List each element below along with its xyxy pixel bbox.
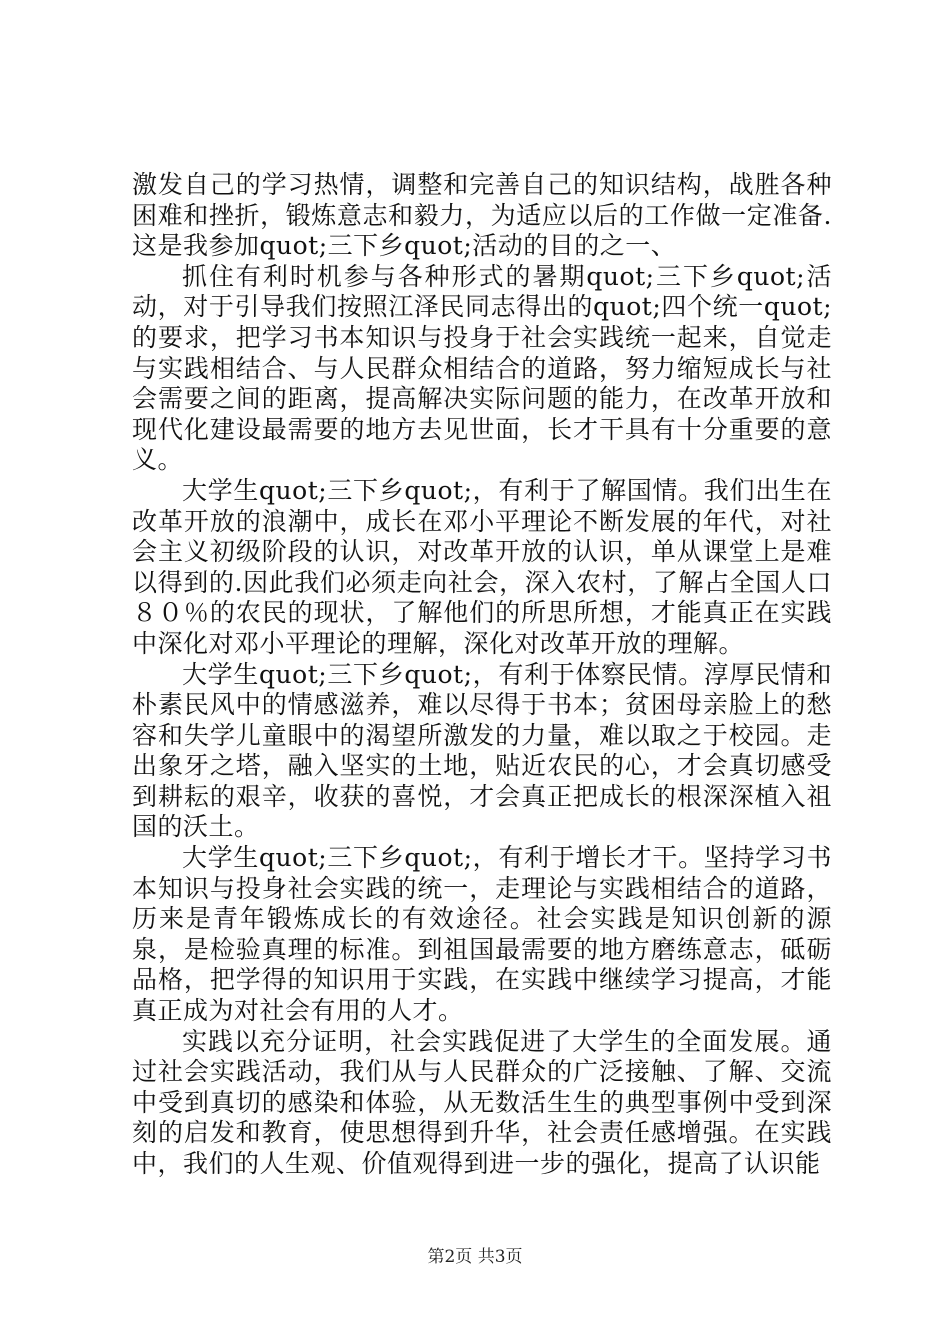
paragraph-5: 大学生quot;三下乡quot;，有利于增长才干。坚持学习书本知识与投身社会实践的统一，走理论与实践相结合的道路，历来是青年锻炼成长的有效途径。社会实践是知识创新的源泉，是检验真理的标准。到祖国最需要的地方磨练意志，砥砺品格，把学得的知识用于实践，在实践中继续学习提高，才能真正成为对社会有用的人才。: [132, 843, 832, 1026]
paragraph-4: 大学生quot;三下乡quot;，有利于体察民情。淳厚民情和朴素民风中的情感滋养，难以尽得于书本；贫困母亲脸上的愁容和失学儿童眼中的渴望所激发的力量，难以取之于校园。走出象牙之塔，融入坚实的土地，贴近农民的心，才会真切感受到耕耘的艰辛，收获的喜悦，才会真正把成长的根深深植入祖国的沃土。: [132, 659, 832, 842]
paragraph-3: 大学生quot;三下乡quot;，有利于了解国情。我们出生在改革开放的浪潮中，成长在邓小平理论不断发展的年代，对社会主义初级阶段的认识，对改革开放的认识，单从课堂上是难以得到的.因此我们必须走向社会，深入农村，了解占全国人口８０％的农民的现状，了解他们的所思所想，才能真正在实践中深化对邓小平理论的理解，深化对改革开放的理解。: [132, 475, 832, 658]
paragraph-6: 实践以充分证明，社会实践促进了大学生的全面发展。通过社会实践活动，我们从与人民群众的广泛接触、了解、交流中受到真切的感染和体验，从无数活生生的典型事例中受到深刻的启发和教育，使思想得到升华，社会责任感增强。在实践中，我们的人生观、价值观得到进一步的强化，提高了认识能: [132, 1026, 832, 1178]
paragraph-1: 激发自己的学习热情，调整和完善自己的知识结构，战胜各种困难和挫折，锻炼意志和毅力，为适应以后的工作做一定准备.这是我参加quot;三下乡quot;活动的目的之一、: [132, 170, 832, 261]
paragraph-2: 抓住有利时机参与各种形式的暑期quot;三下乡quot;活动，对于引导我们按照江泽民同志得出的quot;四个统一quot;的要求，把学习书本知识与投身于社会实践统一起来，自觉走与实践相结合、与人民群众相结合的道路，努力缩短成长与社会需要之间的距离，提高解决实际问题的能力，在改革开放和现代化建设最需要的地方去见世面，长才干具有十分重要的意义。: [132, 261, 832, 475]
page-number-label: 第2页 共3页: [427, 1247, 523, 1267]
page-footer: [0, 1242, 950, 1267]
document-body: [132, 170, 832, 1180]
